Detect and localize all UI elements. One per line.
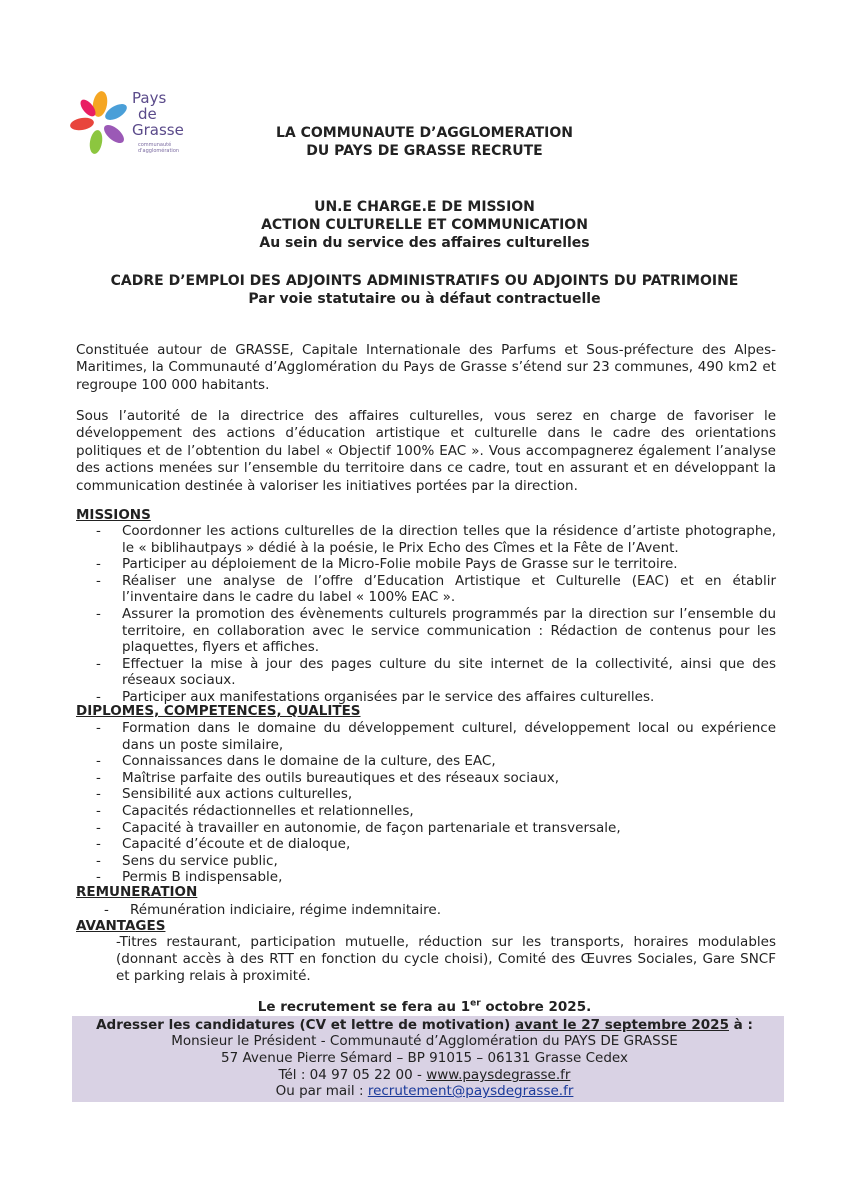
diplomes-list bbox=[96, 720, 776, 886]
phone-website: Tél : 04 97 05 22 00 - www.paysdegrasse.fr bbox=[278, 1067, 571, 1083]
job-title bbox=[0, 198, 849, 252]
page-title bbox=[150, 124, 699, 160]
list-item: - Connaissances dans le domaine de la culture, des EAC, bbox=[96, 753, 776, 770]
job-service: Au sein du service des affaires culturelles bbox=[259, 235, 590, 251]
title-line-1: LA COMMUNAUTE D’AGGLOMERATION bbox=[276, 125, 573, 141]
list-item: - Sens du service public, bbox=[96, 853, 776, 870]
list-item: - Participer au déploiement de la Micro-Folie mobile Pays de Grasse sur le territoire. bbox=[96, 556, 776, 573]
missions-heading: MISSIONS bbox=[76, 507, 151, 523]
list-item: - Capacités rédactionnelles et relationnelles, bbox=[96, 803, 776, 820]
website-link[interactable]: www.paysdegrasse.fr bbox=[426, 1067, 571, 1083]
list-item: - Réaliser une analyse de l’offre d’Education Artistique et Culturelle (EAC) et en établir l’inventaire dans le cadre du label « 100% EAC ». bbox=[96, 573, 776, 606]
cadre-line-1: CADRE D’EMPLOI DES ADJOINTS ADMINISTRATIFS OU ADJOINTS DU PATRIMOINE bbox=[110, 273, 739, 289]
list-item: - Participer aux manifestations organisées par le service des affaires culturelles. bbox=[96, 689, 776, 706]
list-item: - Sensibilité aux actions culturelles, bbox=[96, 786, 776, 803]
description-paragraph: Sous l’autorité de la directrice des affaires culturelles, vous serez en charge de favoriser le développement des actions d’éducation artistique et culturelle dans le cadre des orientations politiques et de l’obtention du label « Objectif 100% EAC ». Vous accompagnerez également l’analyse des actions menées sur l’ensemble du territoire dans ce cadre, tout en assurant et en développant la communication destinée à valoriser les initiatives portées par la direction. bbox=[76, 408, 776, 494]
list-item: - Capacité à travailler en autonomie, de façon partenariale et transversale, bbox=[96, 820, 776, 837]
cadre-emploi bbox=[0, 272, 849, 308]
recipient: Monsieur le Président - Communauté d’Agglomération du PAYS DE GRASSE bbox=[171, 1033, 678, 1049]
job-title-line-2: ACTION CULTURELLE ET COMMUNICATION bbox=[261, 217, 588, 233]
intro-paragraph: Constituée autour de GRASSE, Capitale Internationale des Parfums et Sous-préfecture des Alpes-Maritimes, la Communauté d’Agglomération du Pays de Grasse s’étend sur 23 communes, 490 km2 et regroupe 100 000 habitants. bbox=[76, 342, 776, 393]
list-item: - Effectuer la mise à jour des pages culture du site internet de la collectivité, ainsi que des réseaux sociaux. bbox=[96, 656, 776, 689]
application-instructions: Adresser les candidatures (CV et lettre de motivation) avant le 27 septembre 2025 à : bbox=[96, 1017, 753, 1033]
job-title-line-1: UN.E CHARGE.E DE MISSION bbox=[314, 199, 535, 215]
remuneration-list bbox=[104, 902, 784, 919]
logo-line-de: de bbox=[138, 105, 157, 123]
list-item: - Rémunération indiciaire, régime indemnitaire. bbox=[104, 902, 784, 919]
logo-subtitle: communauté d'agglomération bbox=[138, 142, 180, 154]
list-item: - Permis B indispensable, bbox=[96, 869, 776, 886]
list-item: - Assurer la promotion des évènements culturels programmés par la direction sur l’ensemble du territoire, en collaboration avec le service communication : Rédaction de contenus pour les plaquettes, flyers et affiches. bbox=[96, 606, 776, 656]
logo-line-pays: Pays bbox=[132, 89, 167, 107]
flower-icon bbox=[70, 90, 132, 160]
recruitment-date: Le recrutement se fera au 1er octobre 2025. bbox=[257, 998, 592, 1015]
diplomes-heading: DIPLOMES, COMPETENCES, QUALITES bbox=[76, 703, 361, 719]
email-link[interactable]: recrutement@paysdegrasse.fr bbox=[367, 1083, 574, 1099]
deadline: avant le 27 septembre 2025 bbox=[514, 1017, 729, 1033]
email-line: Ou par mail : recrutement@paysdegrasse.fr bbox=[275, 1083, 574, 1099]
avantages-text: -Titres restaurant, participation mutuelle, réduction sur les transports, horaires modulables (donnant accès à des RTT en fonction du cycle choisi), Comité des Œuvres Sociales, Gare SNCF et parking relais à proximité. bbox=[116, 934, 776, 984]
list-item: - Maîtrise parfaite des outils bureautiques et des réseaux sociaux, bbox=[96, 770, 776, 787]
remuneration-heading: REMUNERATION bbox=[76, 884, 198, 900]
missions-list bbox=[96, 523, 776, 706]
avantages-heading: AVANTAGES bbox=[76, 918, 166, 934]
address: 57 Avenue Pierre Sémard – BP 91015 – 06131 Grasse Cedex bbox=[220, 1050, 628, 1066]
list-item: - Coordonner les actions culturelles de la direction telles que la résidence d’artiste photographe, le « biblihautpays » dédié à la poésie, le Prix Echo des Cîmes et la Fête de l’Avent. bbox=[96, 523, 776, 556]
cadre-line-2: Par voie statutaire ou à défaut contractuelle bbox=[248, 291, 601, 307]
list-item: - Formation dans le domaine du développement culturel, développement local ou expérience dans un poste similaire, bbox=[96, 720, 776, 753]
logo-line-grasse: Grasse bbox=[132, 121, 184, 139]
list-item: - Capacité d’écoute et de dialoque, bbox=[96, 836, 776, 853]
title-line-2: DU PAYS DE GRASSE RECRUTE bbox=[306, 143, 543, 159]
